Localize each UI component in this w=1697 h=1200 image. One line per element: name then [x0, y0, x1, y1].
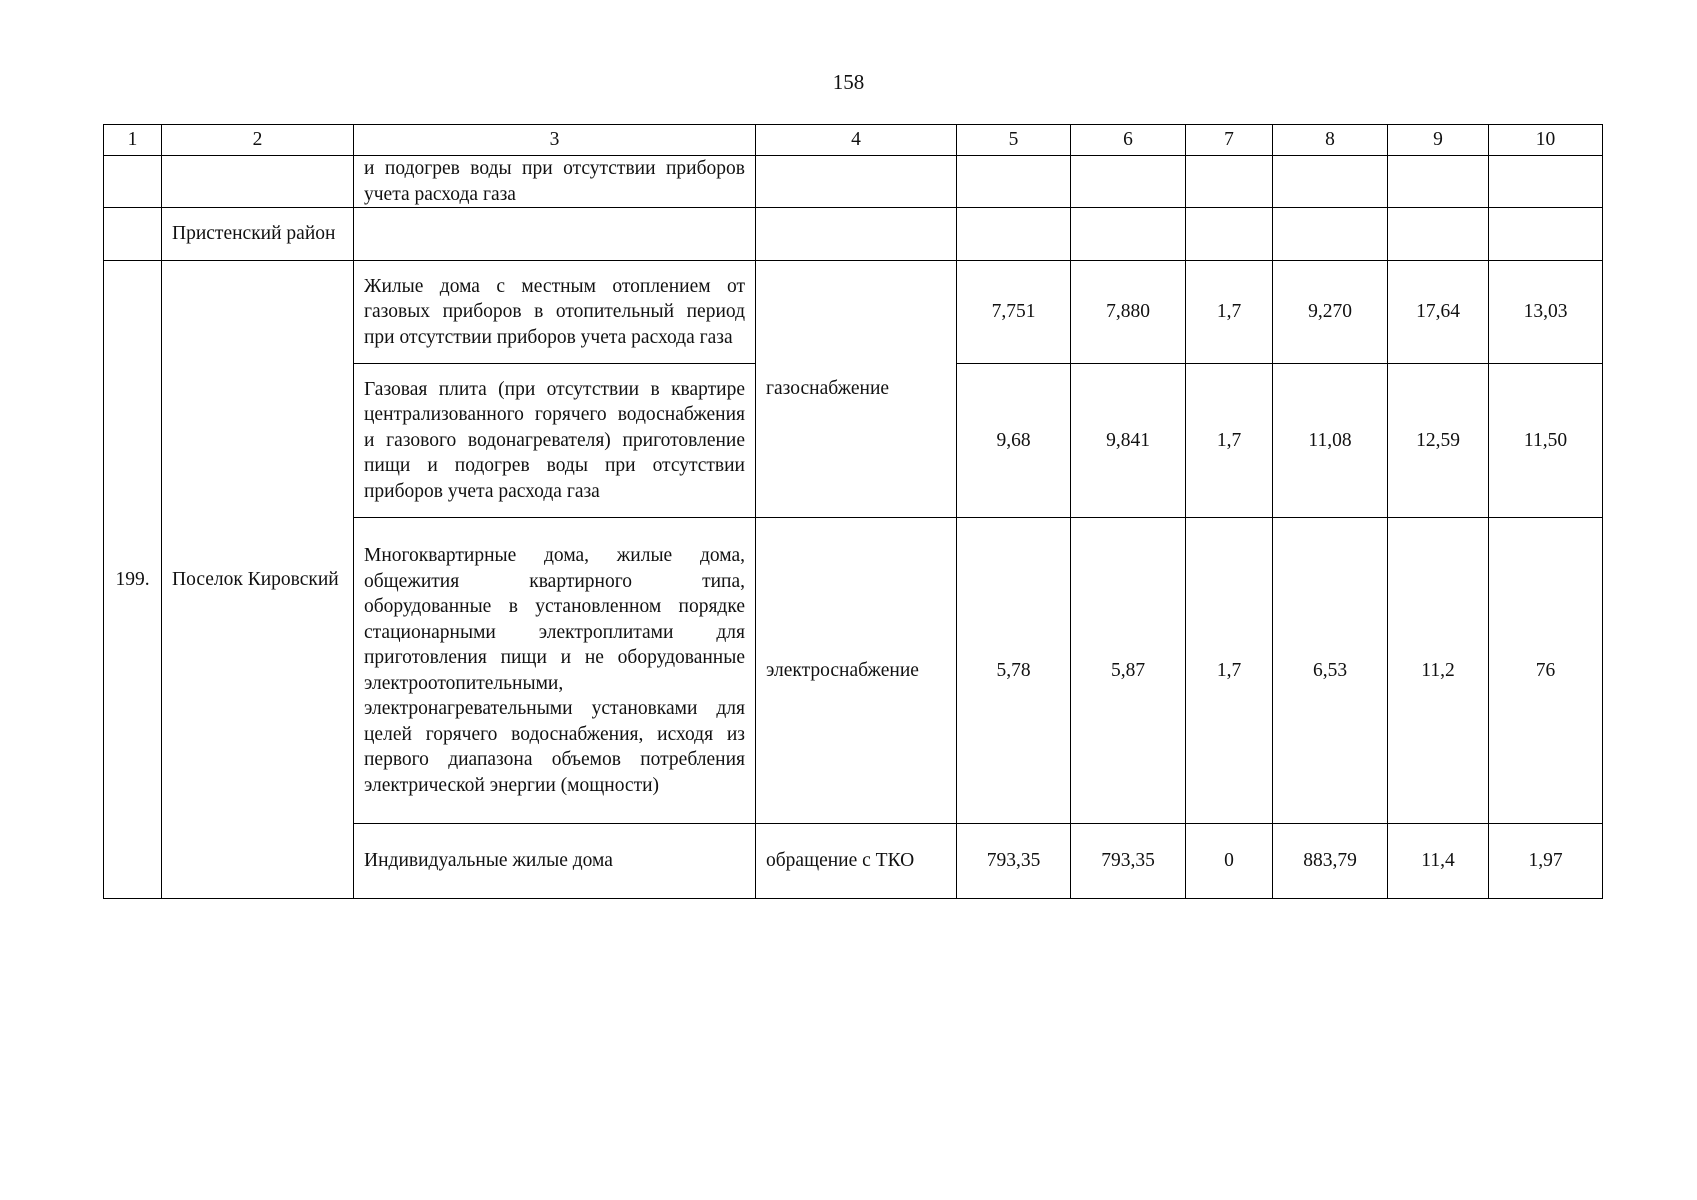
value-col-8: 883,79: [1273, 824, 1388, 899]
value-col-7: 1,7: [1186, 364, 1273, 518]
district-name: Пристенский район: [162, 208, 354, 261]
value-col-8: 6,53: [1273, 518, 1388, 824]
cell-empty: [1071, 156, 1186, 208]
value-col-5: 7,751: [957, 261, 1071, 364]
header-col-8: 8: [1273, 125, 1388, 156]
cell-empty: [957, 156, 1071, 208]
value-col-8: 9,270: [1273, 261, 1388, 364]
item-description: Многоквартирные дома, жилые дома, общежития квартирного типа, оборудованные в установленном порядке стационарными электроплитами для приготовления пищи и не оборудованные электроотопительными, электронагревательными установками для целей горячего водоснабжения, исходя из первого диапазона объемов потребления электрической энергии (мощности): [354, 518, 756, 824]
cell-empty: [1186, 208, 1273, 261]
item-description: Индивидуальные жилые дома: [354, 824, 756, 899]
header-col-1: 1: [104, 125, 162, 156]
value-col-6: 7,880: [1071, 261, 1186, 364]
value-col-6: 5,87: [1071, 518, 1186, 824]
value-col-8: 11,08: [1273, 364, 1388, 518]
value-col-9: 11,4: [1388, 824, 1489, 899]
value-col-7: 0: [1186, 824, 1273, 899]
value-col-10: 11,50: [1489, 364, 1603, 518]
cell-empty: [104, 156, 162, 208]
cell-empty: [1489, 156, 1603, 208]
cell-empty: [756, 208, 957, 261]
item-description: Газовая плита (при отсутствии в квартире централизованного горячего водоснабжения и газового водонагревателя) приготовление пищи и подогрев воды при отсутствии приборов учета расхода газа: [354, 364, 756, 518]
header-col-6: 6: [1071, 125, 1186, 156]
value-col-6: 9,841: [1071, 364, 1186, 518]
value-col-9: 12,59: [1388, 364, 1489, 518]
value-col-10: 1,97: [1489, 824, 1603, 899]
tariff-table: [103, 124, 1603, 899]
value-col-10: 76: [1489, 518, 1603, 824]
item-description: Жилые дома с местным отоплением от газовых приборов в отопительный период при отсутствии приборов учета расхода газа: [354, 261, 756, 364]
cell-empty: [1186, 156, 1273, 208]
cell-empty: [1273, 208, 1388, 261]
value-col-7: 1,7: [1186, 261, 1273, 364]
value-col-9: 11,2: [1388, 518, 1489, 824]
cell-empty: [354, 208, 756, 261]
entry-number: 199.: [104, 261, 162, 899]
header-col-4: 4: [756, 125, 957, 156]
cell-empty: [756, 156, 957, 208]
service-type: обращение с ТКО: [756, 824, 957, 899]
page-number: 158: [832, 70, 865, 94]
cell-empty: [1071, 208, 1186, 261]
cell-empty: [162, 156, 354, 208]
continuation-row: [104, 156, 1603, 208]
cell-empty: [1388, 208, 1489, 261]
header-col-9: 9: [1388, 125, 1489, 156]
cell-empty: [957, 208, 1071, 261]
value-col-9: 17,64: [1388, 261, 1489, 364]
cell-empty: [104, 208, 162, 261]
header-col-10: 10: [1489, 125, 1603, 156]
service-type: газоснабжение: [756, 261, 957, 518]
continuation-description: и подогрев воды при отсутствии приборов учета расхода газа: [354, 156, 756, 208]
value-col-6: 793,35: [1071, 824, 1186, 899]
header-row: [104, 125, 1603, 156]
service-type: электроснабжение: [756, 518, 957, 824]
value-col-5: 5,78: [957, 518, 1071, 824]
district-row: [104, 208, 1603, 261]
cell-empty: [1489, 208, 1603, 261]
header-col-3: 3: [354, 125, 756, 156]
value-col-5: 9,68: [957, 364, 1071, 518]
value-col-10: 13,03: [1489, 261, 1603, 364]
cell-empty: [1388, 156, 1489, 208]
header-col-2: 2: [162, 125, 354, 156]
settlement-name: Поселок Кировский: [162, 261, 354, 899]
header-col-5: 5: [957, 125, 1071, 156]
table-row: [104, 261, 1603, 364]
value-col-5: 793,35: [957, 824, 1071, 899]
cell-empty: [1273, 156, 1388, 208]
value-col-7: 1,7: [1186, 518, 1273, 824]
header-col-7: 7: [1186, 125, 1273, 156]
